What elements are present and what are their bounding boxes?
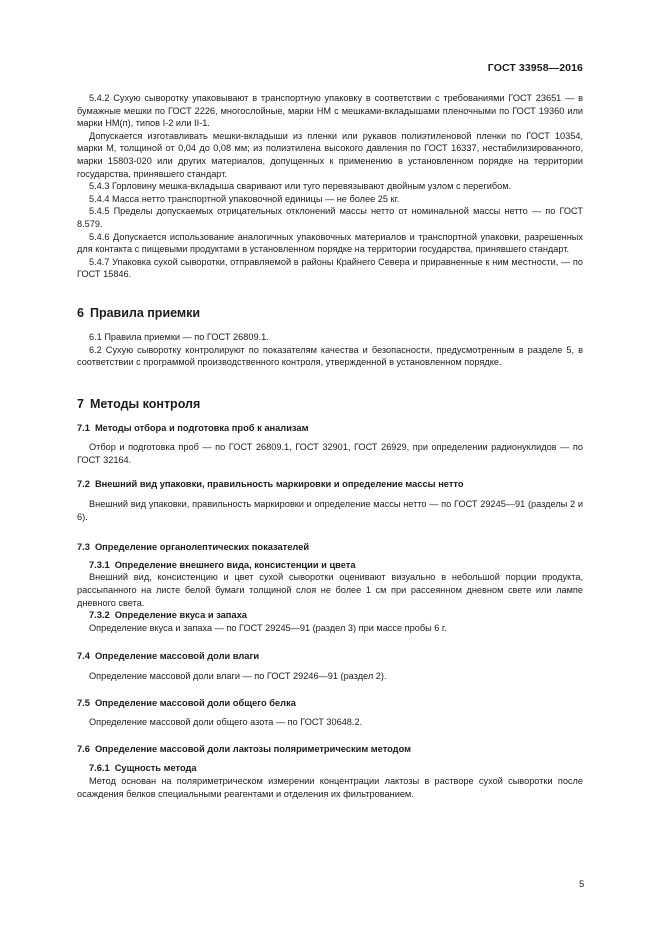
subsection-7-1-title: Методы отбора и подготовка проб к анализам <box>94 422 309 433</box>
section-7-title: Методы контроля <box>89 396 201 411</box>
paragraph-7-4: Определение массовой доли влаги — по ГОСТ 29246—91 (раздел 2). <box>89 671 387 681</box>
subsection-7-5-number: 7.5 <box>77 697 90 708</box>
subsection-7-3-title: Определение органолептических показателей <box>94 542 310 553</box>
section-7-number: 7 <box>77 396 84 411</box>
subsection-7-3-heading <box>77 541 583 554</box>
section-6-heading <box>77 306 583 321</box>
paragraph-7-2: Внешний вид упаковки, правильность маркировки и определение массы нетто — по ГОСТ 29245—91 (разделы 2 и 6). <box>77 499 583 522</box>
subsection-7-2-heading <box>77 478 583 491</box>
subsection-7-1-heading <box>77 422 583 435</box>
subsection-7-3-number: 7.3 <box>77 542 90 553</box>
subsection-7-6-1-number: 7.6.1 <box>89 763 110 774</box>
page-content <box>77 92 583 800</box>
subsection-7-1-number: 7.1 <box>77 422 90 433</box>
paragraph-7-3-1: Внешний вид, консистенцию и цвет сухой сыворотки оценивают визуально в небольшой порции продукта, рассыпанного на листе белой бумаги толщиной слоя не более 1 см при рассеянном дневном свете или лампе дневного света. <box>77 572 583 608</box>
page-number: 5 <box>579 879 585 890</box>
paragraph-5-4-3: 5.4.3 Горловину мешка-вкладыша сваривают или туго перевязывают двойным узлом с перегибом. <box>89 181 512 192</box>
section-6-title: Правила приемки <box>89 305 201 320</box>
subsection-7-3-2-heading <box>77 609 583 622</box>
paragraph-6-1: 6.1 Правила приемки — по ГОСТ 26809.1. <box>89 331 269 342</box>
subsection-7-3-1-heading <box>77 559 583 572</box>
paragraph-5-4-2-addendum: Допускается изготавливать мешки-вкладыши из пленки или рукавов полиэтиленовой пленки по ГОСТ 10354, марки М, толщиной от 0,04 до 0,08 мм; из полиэтилена высокого давления по ГОСТ 16337, нестабилизированного, марки 15803-020 или других материалов, допущенных к применению в установленном порядке на территории государства, принявшего стандарт. <box>77 130 583 179</box>
paragraph-7-3-2: Определение вкуса и запаха — по ГОСТ 29245—91 (раздел 3) при массе пробы 6 г. <box>89 622 447 633</box>
subsection-7-6-title: Определение массовой доли лактозы поляриметрическим методом <box>94 743 412 754</box>
paragraph-5-4-7: 5.4.7 Упаковка сухой сыворотки, отправляемой в районы Крайнего Севера и приравненные к ним местности, — по ГОСТ 15846. <box>77 256 583 280</box>
paragraph-7-6-1: Метод основан на поляриметрическом измерении концентрации лактозы в растворе сухой сыворотки после осаждения белков специальными реагентами и отделения их фильтрованием. <box>77 775 583 799</box>
subsection-7-6-1-title: Сущность метода <box>114 763 197 774</box>
subsection-7-3-2-title: Определение вкуса и запаха <box>114 610 247 621</box>
subsection-7-4-heading <box>77 650 583 663</box>
paragraph-5-4-4: 5.4.4 Масса нетто транспортной упаковочной единицы — не более 25 кг. <box>89 193 400 204</box>
subsection-7-3-2-number: 7.3.2 <box>89 610 110 621</box>
paragraph-7-1: Отбор и подготовка проб — по ГОСТ 26809.1, ГОСТ 32901, ГОСТ 26929, при определении радионуклидов — по ГОСТ 32164. <box>77 442 583 465</box>
paragraph-7-5: Определение массовой доли общего азота — по ГОСТ 30648.2. <box>89 717 363 728</box>
section-6-number: 6 <box>77 305 84 320</box>
paragraph-5-4-6: 5.4.6 Допускается использование аналогичных упаковочных материалов и транспортной упаковки, разрешенных для контакта с пищевыми продуктами в установленном порядке на территории государства, принявшего стандарт. <box>77 231 583 255</box>
subsection-7-6-1-heading <box>77 762 583 775</box>
section-7-heading <box>77 397 583 412</box>
subsection-7-2-title: Внешний вид упаковки, правильность маркировки и определение массы нетто <box>94 479 464 490</box>
subsection-7-4-number: 7.4 <box>77 651 90 662</box>
paragraph-5-4-2: 5.4.2 Сухую сыворотку упаковывают в транспортную упаковку в соответствии с требованиями ГОСТ 23651 — в бумажные мешки по ГОСТ 2226, многослойные, марки НМ с мешками-вкладышами пленочными по ГОСТ 19360 или марки НМ(п), типов I-2 или II-1. <box>77 93 583 129</box>
subsection-7-6-heading <box>77 743 583 756</box>
subsection-7-2-number: 7.2 <box>77 479 90 490</box>
subsection-7-3-1-title: Определение внешнего вида, консистенции и цвета <box>114 559 356 570</box>
subsection-7-5-title: Определение массовой доли общего белка <box>94 697 296 708</box>
subsection-7-4-title: Определение массовой доли влаги <box>94 651 260 662</box>
subsection-7-5-heading <box>77 697 583 710</box>
paragraph-6-2: 6.2 Сухую сыворотку контролируют по показателям качества и безопасности, предусмотренным в разделе 5, в соответствии с программой производственного контроля, утвержденной в установленном порядке. <box>77 344 583 368</box>
subsection-7-3-1-number: 7.3.1 <box>89 559 110 570</box>
paragraph-5-4-5: 5.4.5 Пределы допускаемых отрицательных отклонений массы нетто от номинальной массы нетто — по ГОСТ 8.579. <box>77 206 583 229</box>
subsection-7-6-number: 7.6 <box>77 743 90 754</box>
document-code-header: ГОСТ 33958—2016 <box>487 62 583 74</box>
